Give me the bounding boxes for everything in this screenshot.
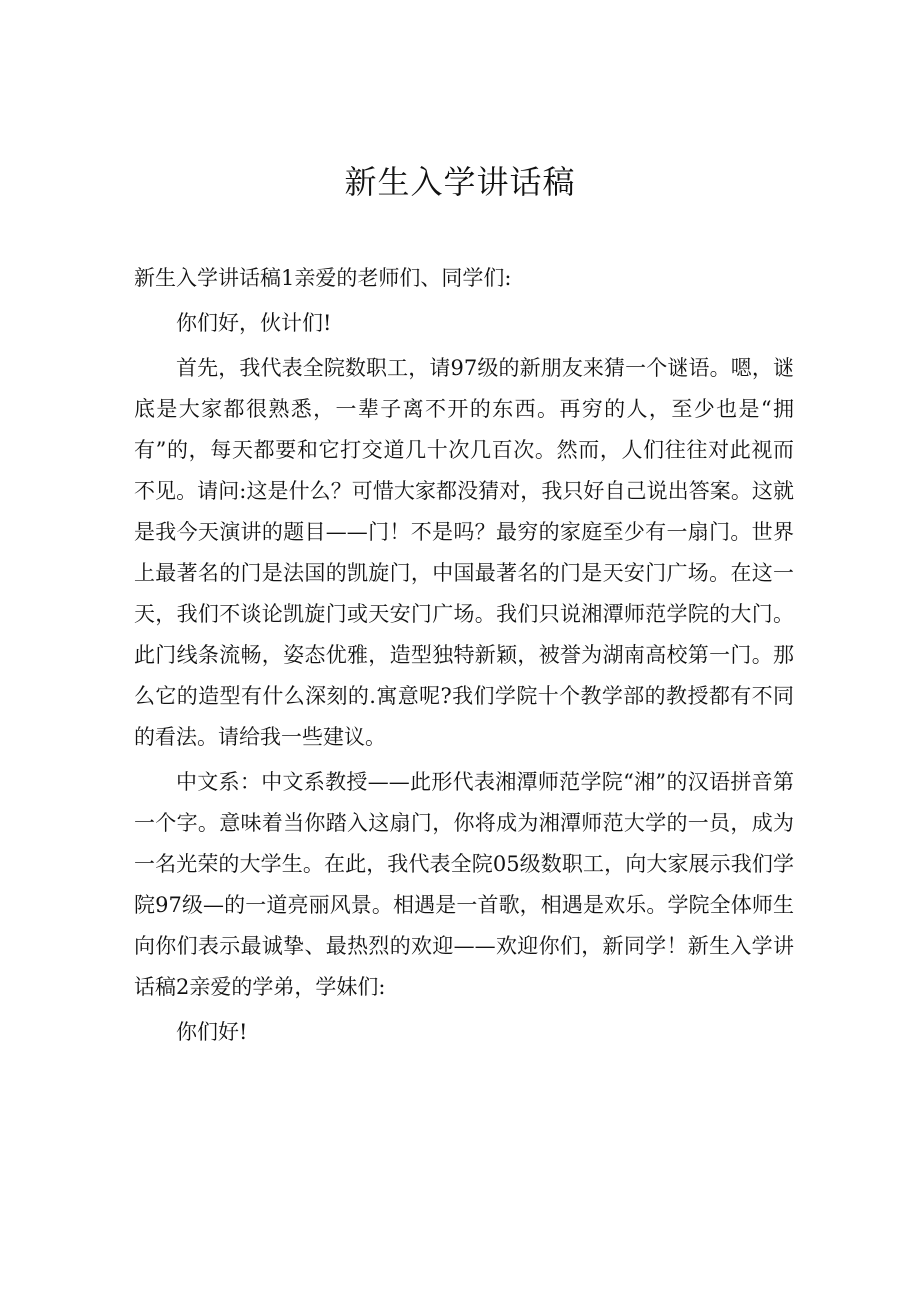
paragraph-chinese-dept: 中文系：中文系教授——此形代表湘潭师范学院“湘”的汉语拼音第一个字。意味着当你踏入这扇门，你将成为湘潭师范大学的一员，成为一名光荣的大学生。在此，我代表全院05级数职工，向大家展示我们学院97级—的一道亮丽风景。相遇是一首歌，相遇是欢乐。学院全体师生向你们表示最诚挚、最热烈的欢迎——欢迎你们，新同学！新生入学讲话稿2亲爱的学弟，学妹们: <box>134 770 794 999</box>
paragraph-greeting: 新生入学讲话稿1亲爱的老师们、同学们: <box>134 266 512 290</box>
paragraph-riddle: 首先，我代表全院数职工，请97级的新朋友来猜一个谜语。嗯，谜底是大家都很熟悉，一辈子离不开的东西。再穷的人，至少也是“拥有”的，每天都要和它打交道几十次几百次。然而，人们往往对此视而不见。请问:这是什么？可惜大家都没猜对，我只好自己说出答案。这就是我今天演讲的题目——门！不是吗？最穷的家庭至少有一扇门。世界上最著名的门是法国的凯旋门，中国最著名的门是天安门广场。在这一天，我们不谈论凯旋门或天安门广场。我们只说湘潭师范学院的大门。此门线条流畅，姿态优雅，造型独特新颖，被誉为湖南高校第一门。那么它的造型有什么深刻的.寓意呢?我们学院十个教学部的教授都有不同的看法。请给我一些建议。 <box>134 356 794 749</box>
document-title: 新生入学讲话稿 <box>344 163 576 201</box>
paragraph-closing-hello: 你们好! <box>176 1020 248 1044</box>
document-body <box>134 258 794 1057</box>
paragraph-hello: 你们好，伙计们! <box>176 311 332 335</box>
